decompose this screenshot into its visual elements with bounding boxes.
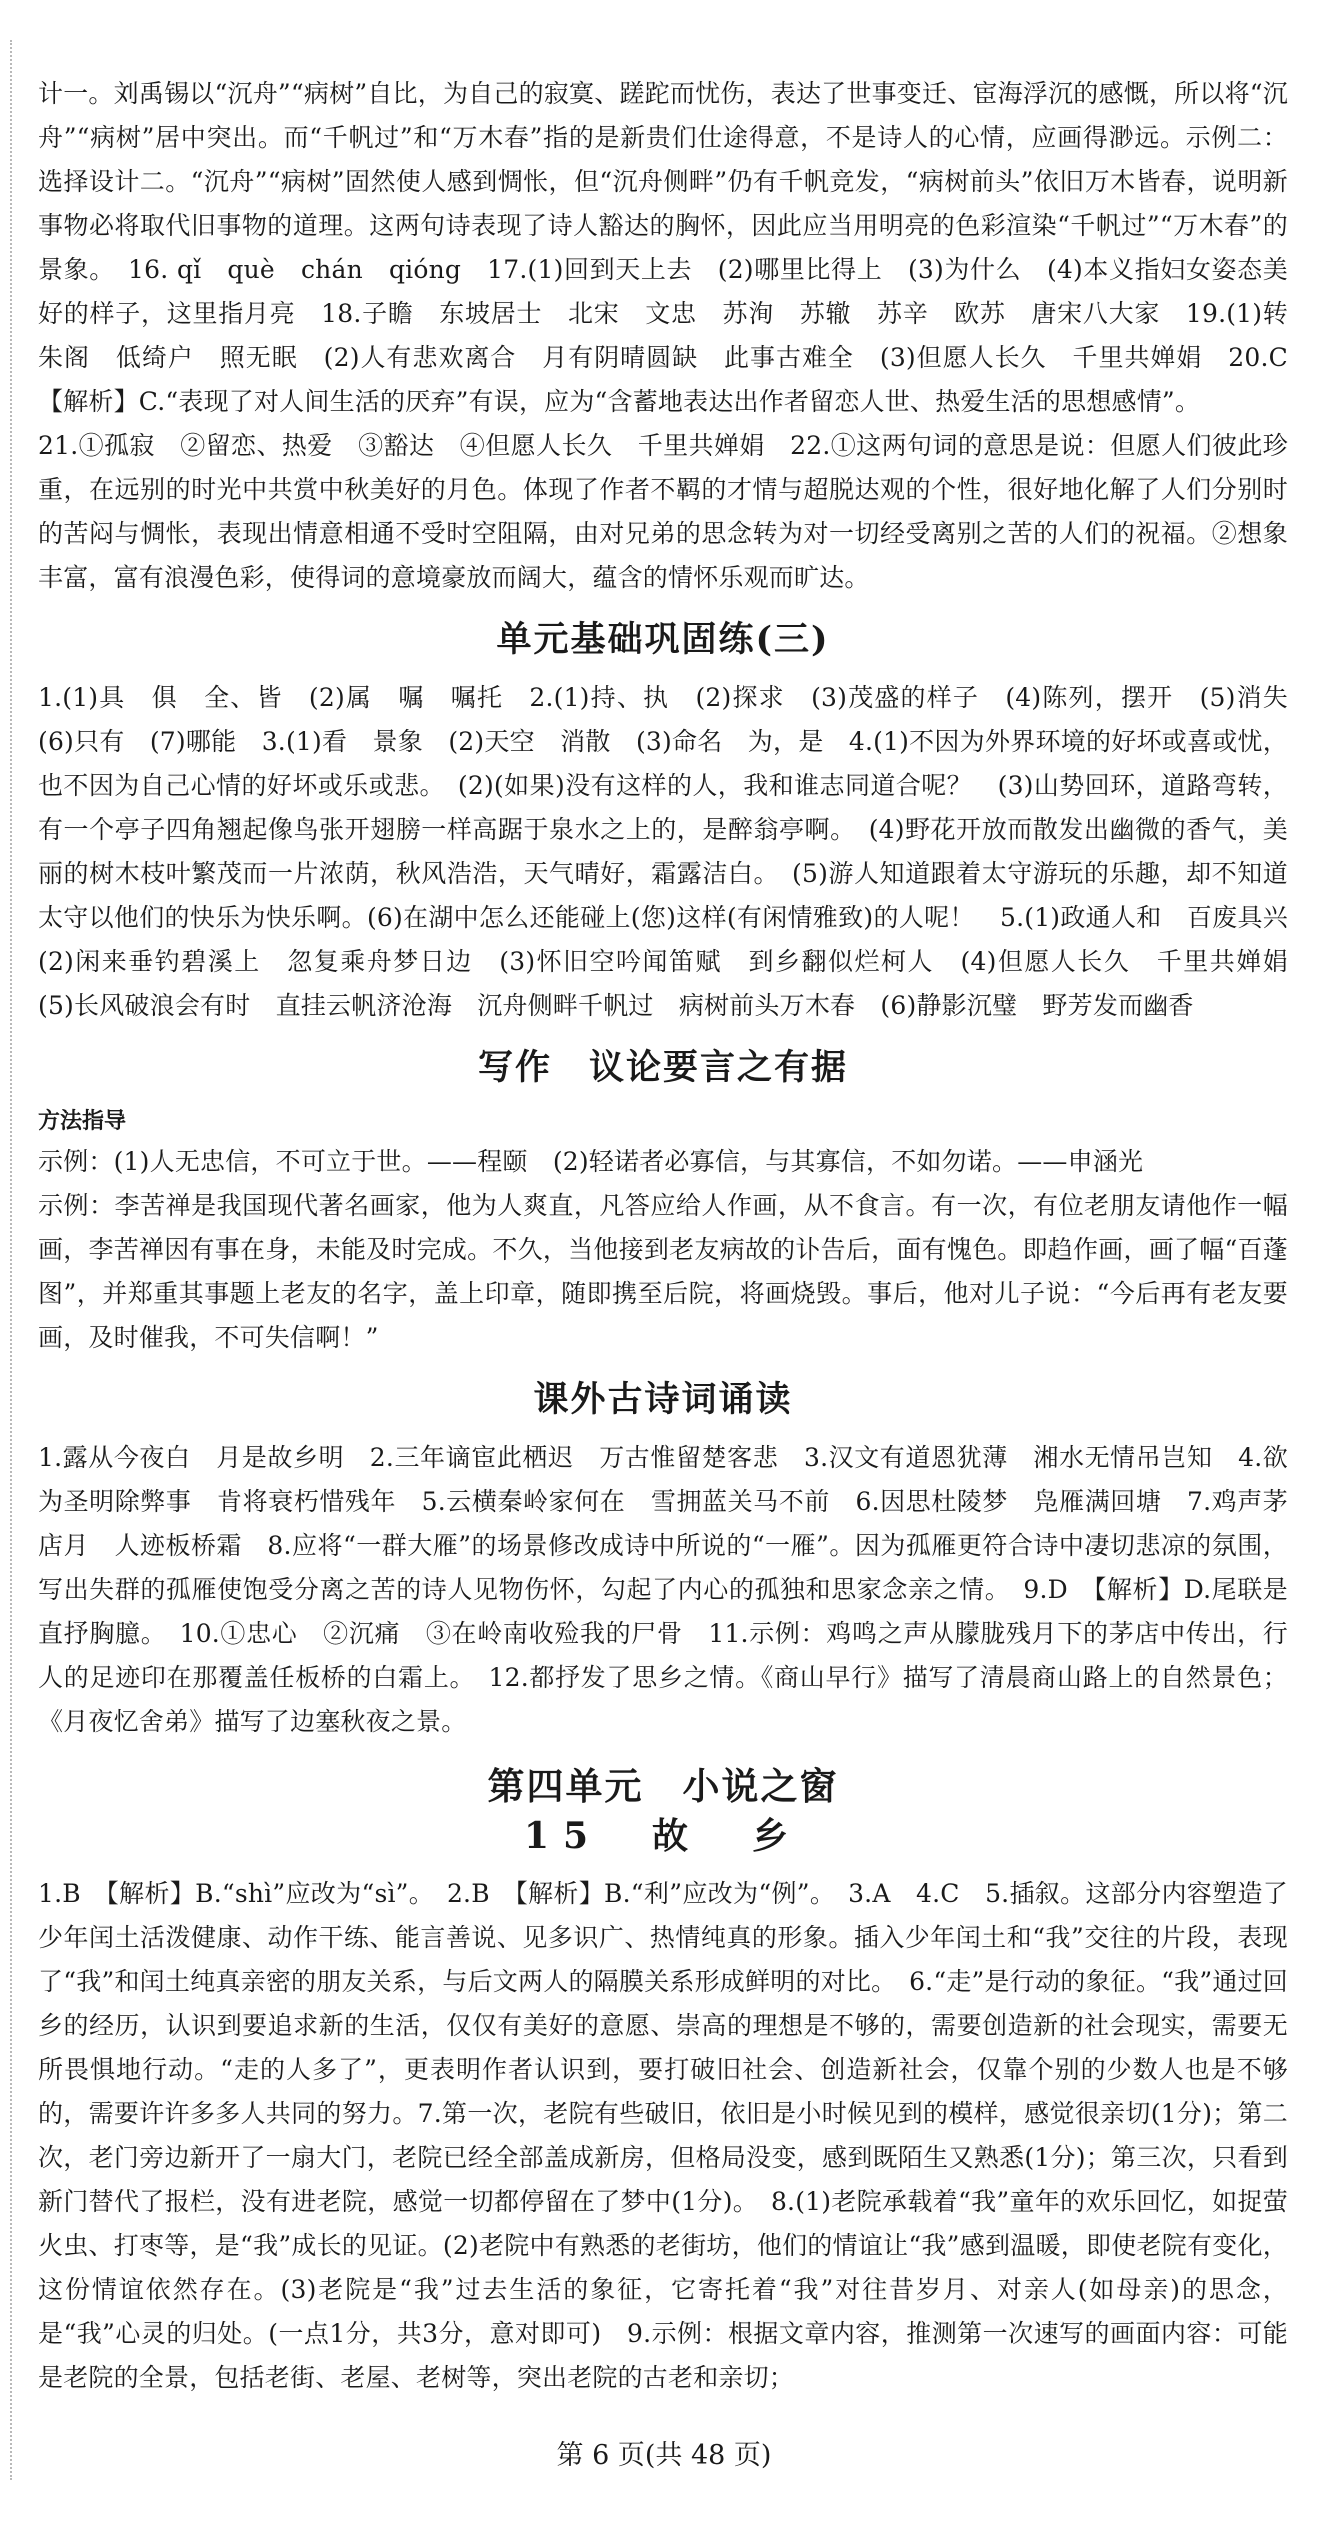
writing-example: 示例：(1)人无忠信，不可立于世。——程颐 (2)轻诺者必寡信，与其寡信，不如勿诺。——申涵光 [38,1147,1144,1176]
page-content [38,72,1314,2400]
writing-example: 示例：李苦禅是我国现代著名画家，他为人爽直，凡答应给人作画，从不食言。有一次，有位老朋友请他作一幅画，李苦禅因有事在身，未能及时完成。不久，当他接到老友病故的讣告后，面有愧色。即趋作画，画了幅“百蓬图”，并郑重其事题上老友的名字，盖上印章，随即携至后院，将画烧毁。事后，他对儿子说：“今后再有老友要画，及时催我，不可失信啊！” [38,1191,1288,1352]
section-heading-unit-practice: 单元基础巩固练(三) [496,619,830,660]
lesson-heading: 15 故 乡 [523,1815,803,1857]
answer-paragraph: 计一。刘禹锡以“沉舟”“病树”自比，为自己的寂寞、蹉跎而忧伤，表达了世事变迁、宦海浮沉的感慨，所以将“沉舟”“病树”居中突出。而“千帆过”和“万木春”指的是新贵们仕途得意，不是诗人的心情，应画得渺远。示例二：选择设计二。“沉舟”“病树”固然使人感到惆怅，但“沉舟侧畔”仍有千帆竞发，“病树前头”依旧万木皆春，说明新事物必将取代旧事物的道理。这两句诗表现了诗人豁达的胸怀，因此应当用明亮的色彩渲染“千帆过”“万木春”的景象。 16. qǐ què chán qióng 17.(1)回到天上去 (2)哪里比得上 (3)为什么 (4)本义指妇女姿态美好的样子，这里指月亮 18.子瞻 东坡居士 北宋 文忠 苏洵 苏辙 苏辛 欧苏 唐宋八大家 19.(1)转朱阁 低绮户 照无眠 (2)人有悲欢离合 月有阴晴圆缺 此事古难全 (3)但愿人长久 千里共婵娟 20.C 【解析】C.“表现了对人间生活的厌弃”有误，应为“含蓄地表达出作者留恋人世、热爱生活的思想感情”。 [38,79,1314,416]
answer-paragraph: 21.①孤寂 ②留恋、热爱 ③豁达 ④但愿人长久 千里共婵娟 22.①这两句词的意思是说：但愿人们彼此珍重，在远别的时光中共赏中秋美好的月色。体现了作者不羁的才情与超脱达观的个性，很好地化解了人们分别时的苦闷与惆怅，表现出情意相通不受时空阻隔，由对兄弟的思念转为对一切经受离别之苦的人们的祝福。②想象丰富，富有浪漫色彩，使得词的意境豪放而阔大，蕴含的情怀乐观而旷达。 [38,431,1288,592]
lesson-answers: 1.B 【解析】B.“shì”应改为“sì”。 2.B 【解析】B.“利”应改为“例”。 3.A 4.C 5.插叙。这部分内容塑造了少年闰土活泼健康、动作干练、能言善说、见多识广、热情纯真的形象。插入少年闰土和“我”交往的片段，表现了“我”和闰土纯真亲密的朋友关系，与后文两人的隔膜关系形成鲜明的对比。 6.“走”是行动的象征。“我”通过回乡的经历，认识到要追求新的生活，仅仅有美好的意愿、崇高的理想是不够的，需要创造新的社会现实，需要无所畏惧地行动。“走的人多了”，更表明作者认识到，要打破旧社会、创造新社会，仅靠个别的少数人也是不够的，需要许许多多人共同的努力。7.第一次，老院有些破旧，依旧是小时候见到的模样，感觉很亲切(1分)；第二次，老门旁边新开了一扇大门，老院已经全部盖成新房，但格局没变，感到既陌生又熟悉(1分)；第三次，只看到新门替代了报栏，没有进老院，感觉一切都停留在了梦中(1分)。 8.(1)老院承载着“我”童年的欢乐回忆，如捉萤火虫、打枣等，是“我”成长的见证。(2)老院中有熟悉的老街坊，他们的情谊让“我”感到温暖，即使老院有变化，这份情谊依然存在。(3)老院是“我”过去生活的象征，它寄托着“我”对往昔岁月、对亲人(如母亲)的思念，是“我”心灵的归处。(一点1分，共3分，意对即可) 9.示例：根据文章内容，推测第一次速写的画面内容：可能是老院的全景，包括老街、老屋、老树等，突出老院的古老和亲切； [38,1879,1288,2392]
section-heading-writing: 写作 议论要言之有据 [477,1047,848,1088]
subheading-method: 方法指导 [38,1109,127,1134]
section-heading-poetry: 课外古诗词诵读 [533,1379,793,1420]
binding-margin-line [10,40,12,2480]
poetry-answers: 1.露从今夜白 月是故乡明 2.三年谪宦此栖迟 万古惟留楚客悲 3.汉文有道恩犹薄 湘水无情吊岂知 4.欲为圣明除弊事 肯将衰朽惜残年 5.云横秦岭家何在 雪拥蓝关马不前 6.因思杜陵梦 凫雁满回塘 7.鸡声茅店月 人迹板桥霜 8.应将“一群大雁”的场景修改成诗中所说的“一雁”。因为孤雁更符合诗中凄切悲凉的氛围，写出失群的孤雁使饱受分离之苦的诗人见物伤怀，勾起了内心的孤独和思家念亲之情。 9.D 【解析】D.尾联是直抒胸臆。 10.①忠心 ②沉痛 ③在岭南收殓我的尸骨 11.示例：鸡鸣之声从朦胧残月下的茅店中传出，行人的足迹印在那覆盖任板桥的白霜上。 12.都抒发了思乡之情。《商山早行》描写了清晨商山路上的自然景色；《月夜忆舍弟》描写了边塞秋夜之景。 [38,1443,1288,1736]
page-number-footer: 第 6 页(共 48 页) [556,2440,772,2471]
unit-practice-answers: 1.(1)具 俱 全、皆 (2)属 嘱 嘱托 2.(1)持、执 (2)探求 (3)茂盛的样子 (4)陈列，摆开 (5)消失 (6)只有 (7)哪能 3.(1)看 景象 (2)天空 消散 (3)命名 为，是 4.(1)不因为外界环境的好坏或喜或忧，也不因为自己心情的好坏或乐或悲。 (2)(如果)没有这样的人，我和谁志同道合呢？ (3)山势回环，道路弯转，有一个亭子四角翘起像鸟张开翅膀一样高踞于泉水之上的，是醉翁亭啊。 (4)野花开放而散发出幽微的香气，美丽的树木枝叶繁茂而一片浓荫，秋风浩浩，天气晴好，霜露洁白。 (5)游人知道跟着太守游玩的乐趣，却不知道太守以他们的快乐为快乐啊。(6)在湖中怎么还能碰上(您)这样(有闲情雅致)的人呢！ 5.(1)政通人和 百废具兴 (2)闲来垂钓碧溪上 忽复乘舟梦日边 (3)怀旧空吟闻笛赋 到乡翻似烂柯人 (4)但愿人长久 千里共婵娟 (5)长风破浪会有时 直挂云帆济沧海 沉舟侧畔千帆过 病树前头万木春 (6)静影沉璧 野芳发而幽香 [38,683,1314,1020]
unit-heading: 第四单元 小说之窗 [487,1764,839,1808]
